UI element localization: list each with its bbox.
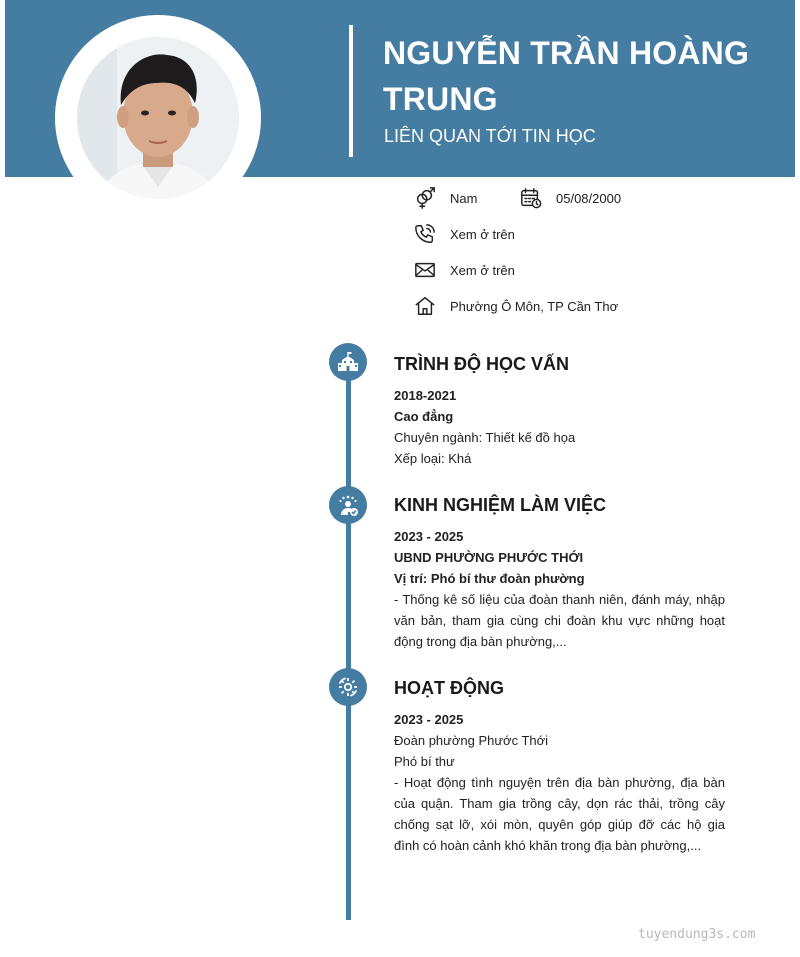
timeline-line bbox=[346, 345, 351, 920]
email-row bbox=[414, 259, 515, 281]
birthdate-value: 05/08/2000 bbox=[556, 190, 622, 206]
calendar-icon bbox=[520, 187, 542, 209]
candidate-subtitle: LIÊN QUAN TỚI TIN HỌC bbox=[384, 126, 596, 146]
gender-icon bbox=[414, 187, 436, 209]
school-icon bbox=[336, 350, 360, 374]
education-rank: Xếp loại: Khá bbox=[394, 451, 472, 466]
phone-icon bbox=[414, 223, 436, 245]
experience-period: 2023 - 2025 bbox=[394, 529, 464, 544]
activities-role: Phó bí thư bbox=[394, 754, 455, 769]
education-major: Chuyên ngành: Thiết kế đồ họa bbox=[394, 430, 576, 445]
education-entry bbox=[394, 385, 725, 469]
watermark: tuyendung3s.com bbox=[638, 927, 756, 942]
activities-title: HOẠT ĐỘNG bbox=[394, 678, 504, 698]
email-value: Xem ở trên bbox=[450, 262, 515, 278]
birthdate-row bbox=[520, 187, 621, 209]
address-value: Phường Ô Môn, TP Cần Thơ bbox=[450, 298, 619, 314]
activities-entry bbox=[394, 709, 725, 856]
email-icon bbox=[414, 259, 436, 281]
experience-icon-badge bbox=[329, 486, 367, 524]
education-title: TRÌNH ĐỘ HỌC VẤN bbox=[394, 354, 569, 374]
experience-position: Vị trí: Phó bí thư đoàn phường bbox=[394, 571, 585, 586]
phone-value: Xem ở trên bbox=[450, 226, 515, 242]
header-divider bbox=[349, 25, 353, 157]
education-level: Cao đẳng bbox=[394, 409, 454, 424]
home-icon bbox=[414, 295, 436, 317]
avatar bbox=[77, 37, 239, 199]
candidate-name: NGUYỄN TRẦN HOÀNG TRUNG bbox=[383, 35, 750, 117]
address-row bbox=[414, 295, 618, 317]
experience-description: - Thống kê số liệu của đoàn thanh niên, đánh máy, nhập văn bản, tham gia cùng chi đoàn khu vực những hoạt động trong địa bàn phường,... bbox=[394, 592, 725, 649]
experience-entry bbox=[394, 526, 725, 652]
gear-icon bbox=[336, 675, 360, 699]
activities-organization: Đoàn phường Phước Thới bbox=[394, 733, 549, 748]
gender-value: Nam bbox=[450, 190, 478, 206]
activities-icon-badge bbox=[329, 668, 367, 706]
team-icon bbox=[336, 493, 360, 517]
education-icon-badge bbox=[329, 343, 367, 381]
activities-period: 2023 - 2025 bbox=[394, 712, 464, 727]
experience-company: UBND PHƯỜNG PHƯỚC THỚI bbox=[394, 550, 584, 565]
gender-row bbox=[414, 187, 477, 209]
phone-row bbox=[414, 223, 515, 245]
education-period: 2018-2021 bbox=[394, 388, 457, 403]
activities-description: - Hoạt động tình nguyện trên địa bàn phường, địa bàn của quận. Tham gia trồng cây, dọn rác thải, trồng cây chống sạt lỡ, xói mòn, quyên góp giúp đỡ các hộ gia đình có hoàn cảnh khó khăn trong địa bàn phường,... bbox=[394, 775, 725, 853]
experience-title: KINH NGHIỆM LÀM VIỆC bbox=[394, 495, 607, 515]
